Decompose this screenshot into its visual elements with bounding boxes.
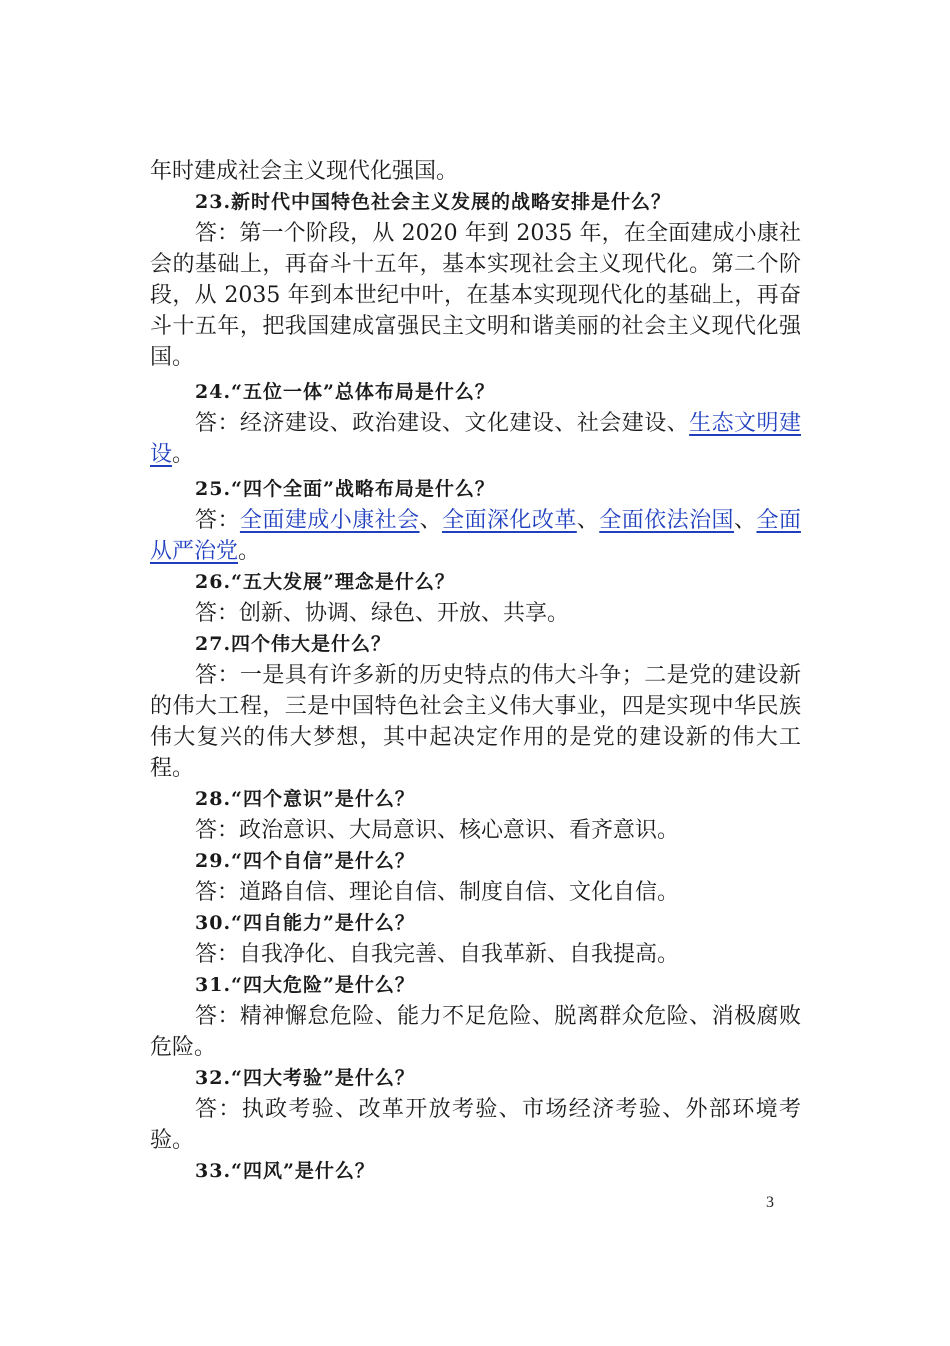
answer-25-end: 。	[238, 539, 261, 564]
link-deepen-reform[interactable]: 全面深化改革	[442, 508, 577, 533]
answer-25	[150, 505, 801, 567]
answer-30: 答：自我净化、自我完善、自我革新、自我提高。	[195, 942, 680, 967]
answer-26: 答：创新、协调、绿色、开放、共享。	[195, 601, 570, 626]
answer-31: 答：精神懈怠危险、能力不足危险、脱离群众危险、消极腐败危险。	[150, 1004, 801, 1060]
question-28: 28.“四个意识”是什么？	[195, 788, 415, 810]
link-xiaokang-society[interactable]: 全面建成小康社会	[239, 508, 420, 533]
question-29: 29.“四个自信”是什么？	[195, 850, 415, 872]
answer-24-text: 答：经济建设、政治建设、文化建设、社会建设、	[195, 411, 690, 436]
question-31: 31.“四大危险”是什么？	[195, 974, 415, 996]
lead-line: 年时建成社会主义现代化强国。	[150, 159, 459, 184]
answer-27: 答：一是具有许多新的历史特点的伟大斗争；二是党的建设新的伟大工程，三是中国特色社会主义伟大事业，四是实现中华民族伟大复兴的伟大梦想，其中起决定作用的是党的建设新的伟大工程。	[150, 663, 801, 781]
link-strict-party-governance[interactable]: 全面从严治党	[150, 508, 801, 564]
separator: 、	[734, 508, 757, 533]
answer-25-prefix: 答：	[195, 508, 240, 533]
separator: 、	[419, 508, 443, 533]
page-number: 3	[766, 1194, 774, 1211]
question-23: 23.新时代中国特色社会主义发展的战略安排是什么？	[195, 191, 672, 213]
document-body	[150, 156, 801, 1187]
separator: 、	[576, 508, 600, 533]
question-33: 33.“四风”是什么？	[195, 1160, 375, 1182]
question-24: 24.“五位一体”总体布局是什么？	[195, 381, 495, 403]
answer-28: 答：政治意识、大局意识、核心意识、看齐意识。	[195, 818, 680, 843]
answer-24-end: 。	[172, 442, 195, 467]
answer-23: 答：第一个阶段，从 2020 年到 2035 年，在全面建成小康社会的基础上，再奋斗十五年，基本实现社会主义现代化。第二个阶段，从 2035 年到本世纪中叶，在基本实现现代化的基础上，再奋斗十五年，把我国建成富强民主文明和谐美丽的社会主义现代化强国。	[150, 221, 801, 370]
answer-32: 答：执政考验、改革开放考验、市场经济考验、外部环境考验。	[150, 1097, 801, 1153]
link-rule-of-law[interactable]: 全面依法治国	[599, 508, 735, 533]
question-25: 25.“四个全面”战略布局是什么？	[195, 478, 495, 500]
question-27: 27.四个伟大是什么？	[195, 633, 392, 655]
question-26: 26.“五大发展”理念是什么？	[195, 571, 455, 593]
question-32: 32.“四大考验”是什么？	[195, 1067, 415, 1089]
link-ecological-civilization[interactable]: 生态文明建设	[150, 411, 801, 467]
answer-29: 答：道路自信、理论自信、制度自信、文化自信。	[195, 880, 680, 905]
question-30: 30.“四自能力”是什么？	[195, 912, 415, 934]
answer-24	[150, 408, 801, 470]
